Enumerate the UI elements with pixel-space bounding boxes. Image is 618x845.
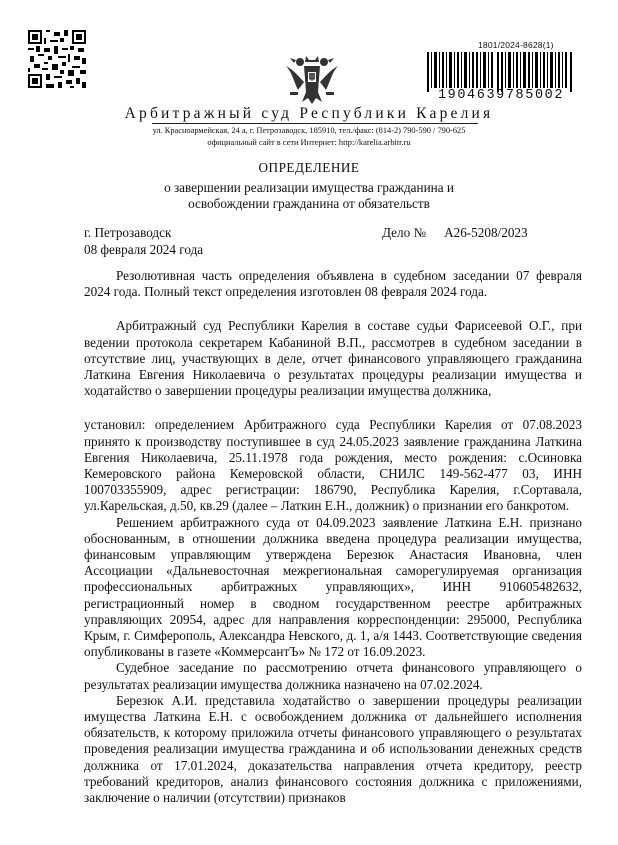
court-address: ул. Красноармейская, 24 а, г. Петрозаводск, 185910, тел./факс: (814-2) 790-590 / 790-625 — [152, 126, 466, 135]
subtitle-line-2: освобождении гражданина от обязательств — [188, 196, 430, 211]
document-subtitle — [0, 180, 618, 212]
document-date: 08 февраля 2024 года — [84, 242, 204, 257]
court-website: официальный сайт в сети Интернет: http://karelia.arbitr.ru — [207, 138, 411, 147]
case-number-block — [382, 225, 528, 241]
subtitle-line-1: о завершении реализации имущества гражданина и — [164, 180, 454, 195]
paragraph-decision: Решением арбитражного суда от 04.09.2023 заявление Латкина Е.Н. признано обоснованным, в отношении должника введена процедура реализации имущества, финансовым управляющим утверждена Березюк Анастасия Ивановна, член Ассоциации «Дальневосточная межрегиональная саморегулируемая организация профессиональных арбитражных управляющих», ИНН 910605482632, регистрационный номер в сводном государственном реестре арбитражных управляющих 20954, адрес для направления корреспонденции: 295000, Республика Крым, г. Симферополь, Александра Невского, д. 1, а/я 1443. Соответствующие сведения опубликованы в газете «КоммерсантЪ» № 172 от 16.09.2023. — [84, 514, 582, 660]
paragraph-hearing: Судебное заседание по рассмотрению отчета финансового управляющего о результатах реализации имущества должника назначено на 07.02.2024. — [84, 660, 582, 692]
paragraph-petition: Березюк А.И. представила ходатайство о завершении процедуры реализации имущества Латкина Е.Н. с освобождением должника от дальнейшего исполнения обязательств, к которому приложила отчеты финансового управляющего о результатах проведения реализации имущества гражданина и об использовании денежных средств должника от 17.01.2024, доказательства направления отчета кредитору, реестр требований кредиторов, анализ финансового состояния должника с приложениями, заключение о наличии (отсутствии) признаков — [84, 692, 582, 806]
city: г. Петрозаводск — [84, 225, 172, 240]
paragraph-operative-part: Резолютивная часть определения объявлена в судебном заседании 07 февраля 2024 года. Полный текст определения изготовлен 08 февраля 2024 года. — [84, 268, 582, 300]
barcode — [425, 52, 575, 92]
coat-of-arms-emblem — [284, 52, 340, 110]
court-address-block — [0, 125, 618, 149]
document-id: 1801/2024-8628(1) — [478, 40, 554, 50]
case-number: А26-5208/2023 — [444, 225, 528, 240]
document-body — [84, 268, 582, 806]
paragraph-established: установил: определением Арбитражного суда Республики Карелия от 07.08.2023 принято к производству поступившее в суд 24.05.2023 заявление гражданина Латкина Евгения Николаевича, 25.11.1978 года рождения, место рождения: с.Осиновка Кемеровского района Кемеровской области, СНИЛС 149-562-477 03, ИНН 100703355909, адрес регистрации: 186790, Республика Карелия, г.Сортавала, ул.Карельская, д.50, кв.29 (далее – Латкин Е.Н., должник) о признании его банкротом. — [84, 417, 582, 514]
barcode-number: 1904639785002 — [437, 88, 565, 103]
paragraph-court-composition: Арбитражный суд Республики Карелия в составе судьи Фарисеевой О.Г., при ведении протокола секретарем Кабаниной В.П., рассмотрев в судебном заседании в отсутствие лиц, участвующих в деле, отчет финансового управляющего гражданина Латкина Евгения Николаевича о результатах процедуры реализации имущества и ходатайство о завершении процедуры реализации имущества должника, — [84, 318, 582, 399]
qr-code — [28, 30, 86, 88]
case-label: Дело № — [382, 225, 427, 240]
document-title: ОПРЕДЕЛЕНИЕ — [258, 160, 360, 175]
header-divider — [152, 123, 478, 124]
court-name: Арбитражный суд Республики Карелия — [124, 105, 494, 122]
